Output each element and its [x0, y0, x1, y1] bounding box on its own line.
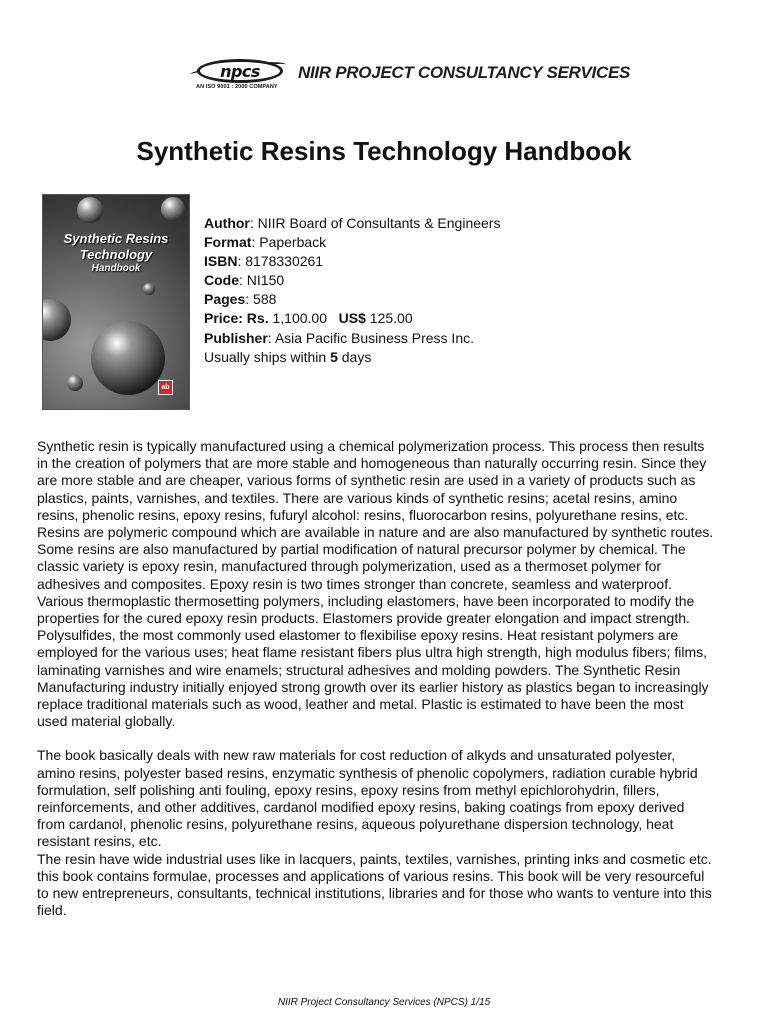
text-line: from cardanol, phenolic resins, polyurethane resins, aqueous polyurethane dispersion technology, heat: [37, 816, 674, 833]
cover-title-line: Technology: [79, 247, 153, 262]
pages-label: Pages: [204, 291, 246, 308]
paragraph-1: [37, 438, 737, 730]
shipping-prefix: Usually ships within: [204, 348, 327, 365]
text-line: Resins are polymeric compound which are available in nature and are also manufactured by synthetic routes.: [37, 524, 714, 541]
text-line: The book basically deals with new raw materials for cost reduction of alkyds and unsaturated polyester,: [37, 747, 676, 764]
text-line: in the creation of polymers that are more stable and homogeneous than naturally occurring resin. Since they: [37, 455, 707, 472]
code-row: Code: NI150: [204, 272, 285, 289]
cover-subtitle: Handbook: [91, 263, 141, 274]
isbn-label: ISBN: [204, 253, 238, 270]
price-rs-value: 1,100.00: [272, 310, 327, 327]
text-line: used material globally.: [37, 713, 176, 730]
text-line: plastics, paints, varnishes, and textiles. There are various kinds of synthetic resins; acetal resins, amino: [37, 489, 678, 506]
format-value: Paperback: [259, 234, 327, 251]
text-line: field.: [37, 902, 67, 919]
paragraph-gap: [37, 730, 737, 747]
text-line: Synthetic resin is typically manufactured using a chemical polymerization process. This process then results: [37, 438, 705, 454]
text-line: this book contains formulae, processes and applications of various resins. This book will be very resourceful: [37, 867, 705, 884]
publisher-label: Publisher: [204, 329, 268, 346]
pages-value: 588: [253, 291, 277, 308]
text-line: resistant resins, etc.: [37, 833, 162, 850]
text-line: amino resins, polyester based resins, enzymatic synthesis of phenolic copolymers, radiation curable hybrid: [37, 764, 698, 781]
text-line: replace traditional materials such as wood, leather and metal. Plastic is estimated to have been the most: [37, 696, 684, 713]
text-line: adhesives and composites. Epoxy resin is two times stronger than concrete, seamless and waterproof.: [37, 575, 672, 592]
author-value: NIIR Board of Consultants & Engineers: [257, 215, 501, 231]
cover-sphere: [43, 299, 71, 341]
publisher-row: Publisher: Asia Pacific Business Press Inc.: [204, 329, 474, 346]
author-row: Author: NIIR Board of Consultants & Engineers: [204, 215, 501, 231]
text-line: reinforcements, and other additives, cardanol modified epoxy resins, baking coatings from epoxy derived: [37, 799, 685, 816]
text-line: formulation, self polishing anti fouling, epoxy resins, epoxy resins from methyl epichlorohydrin, fillers,: [37, 781, 660, 798]
cover-sphere: [67, 375, 83, 391]
page-footer: NIIR Project Consultancy Services (NPCS) 1/15: [277, 997, 491, 1008]
pages-row: Pages: 588: [204, 291, 277, 308]
text-line: Some resins are also manufactured by partial modification of natural precursor polymer by chemical. The: [37, 541, 686, 558]
price-us-label: US$: [338, 310, 366, 327]
cover-title: [43, 231, 189, 275]
npcs-logo: [197, 59, 283, 83]
text-line: laminating varnishes and wire enamels; structural adhesives and molding powders. The Synthetic Resin: [37, 661, 681, 678]
format-row: Format: Paperback: [204, 234, 327, 251]
page-header: [194, 56, 631, 94]
text-line: Manufacturing industry initially enjoyed strong growth over its earlier history as plastics began to increasingly: [37, 678, 709, 695]
text-line: employed for the various uses; heat flame resistant fibers plus ultra high strength, high modulus fibers; films,: [37, 644, 707, 661]
cover-sphere: [143, 283, 155, 295]
paragraph-2: [37, 747, 737, 919]
text-line: classic variety is epoxy resin, manufactured through polymerization, used as a thermoset polymer for: [37, 558, 662, 575]
text-line: properties for the cured epoxy resin products. Elastomers provide greater elongation and impact strength.: [37, 610, 690, 627]
shipping-row: [204, 348, 500, 367]
format-label: Format: [204, 234, 252, 251]
cover-sphere: [77, 197, 103, 223]
book-cover-image: [43, 195, 189, 409]
price-row: [204, 309, 500, 328]
book-details: [204, 214, 500, 367]
shipping-days: 5: [330, 348, 338, 365]
text-line: Polysulfides, the most commonly used elastomer to flexibilise epoxy resins. Heat resistant polymers are: [37, 627, 679, 644]
text-line: are more stable and are cheaper, various forms of synthetic resin are used in a variety of products such as: [37, 472, 696, 489]
publisher-value: Asia Pacific Business Press Inc.: [274, 329, 474, 346]
cover-sphere: [161, 197, 185, 221]
text-line: Various thermoplastic thermosetting polymers, including elastomers, have been incorporated to modify the: [37, 592, 695, 609]
isbn-row: ISBN: 8178330261: [204, 253, 324, 270]
text-line: resins, phenolic resins, epoxy resins, fufuryl alcohol: resins, fluorocarbon resins, polyurethane resins, etc.: [37, 506, 689, 523]
cover-sphere: [91, 321, 165, 395]
isbn-value: 8178330261: [245, 253, 324, 270]
price-us-value: 125.00: [369, 310, 413, 327]
company-name: NIIR PROJECT CONSULTANCY SERVICES: [298, 63, 631, 82]
iso-certification: AN ISO 9001 : 2000 COMPANY: [196, 84, 278, 90]
text-line: The resin have wide industrial uses like in lacquers, paints, textiles, varnishes, printing inks and cosmetic etc.: [37, 850, 712, 867]
price-rs-label: Price: Rs.: [204, 310, 269, 327]
logo-text: npcs: [220, 61, 260, 81]
cover-title-line: Synthetic Resins: [63, 231, 169, 246]
page-title: Synthetic Resins Technology Handbook: [136, 136, 632, 166]
publisher-badge: ab: [158, 380, 173, 395]
code-value: NI150: [246, 272, 285, 289]
author-label: Author: [204, 215, 250, 231]
shipping-suffix: days: [341, 348, 372, 365]
text-line: to new entrepreneurs, consultants, technical institutions, libraries and for those who wants to venture into this: [37, 885, 712, 902]
description: [37, 438, 737, 919]
code-label: Code: [204, 272, 239, 289]
